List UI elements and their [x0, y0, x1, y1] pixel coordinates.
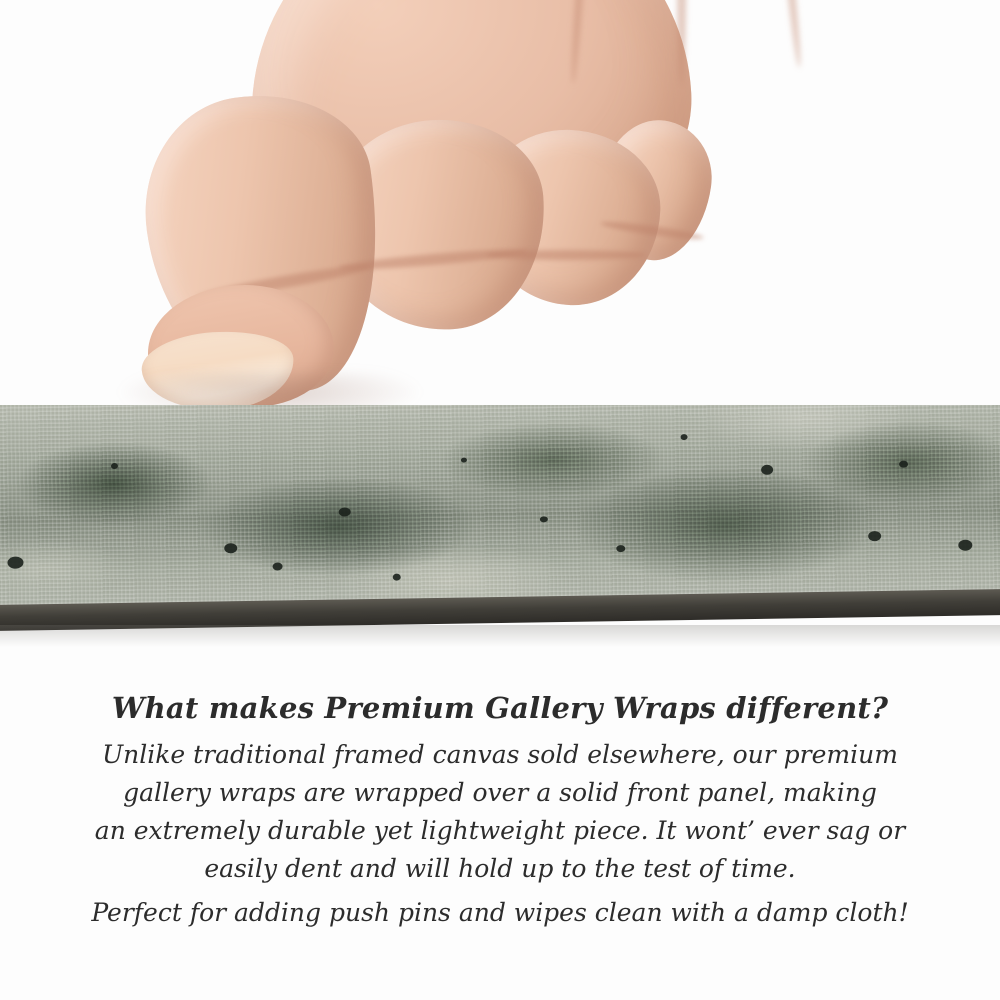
copy-line-2: gallery wraps are wrapped over a solid front panel, making — [123, 778, 877, 808]
copy-closing-line: Perfect for adding push pins and wipes clean with a damp cloth! — [91, 898, 909, 928]
copy-line-3: an extremely durable yet lightweight piece. It wont’ ever sag or — [94, 816, 906, 846]
knuckle-seam — [569, 0, 590, 84]
canvas-speck — [681, 434, 688, 440]
copy-headline: What makes Premium Gallery Wraps different? — [111, 691, 889, 725]
canvas-edge-strip — [0, 405, 1000, 640]
copy-line-4: easily dent and will hold up to the test of time. — [204, 854, 796, 884]
canvas-drop-shadow — [0, 625, 1000, 647]
canvas-printed-surface — [0, 405, 1000, 617]
canvas-weave-texture — [0, 405, 1000, 617]
copy-line-1: Unlike traditional framed canvas sold elsewhere, our premium — [102, 740, 898, 770]
knuckle-seam — [774, 0, 803, 68]
hand-illustration — [0, 0, 1000, 410]
knuckle-seam — [677, 0, 686, 84]
marketing-copy-block — [0, 690, 1000, 932]
